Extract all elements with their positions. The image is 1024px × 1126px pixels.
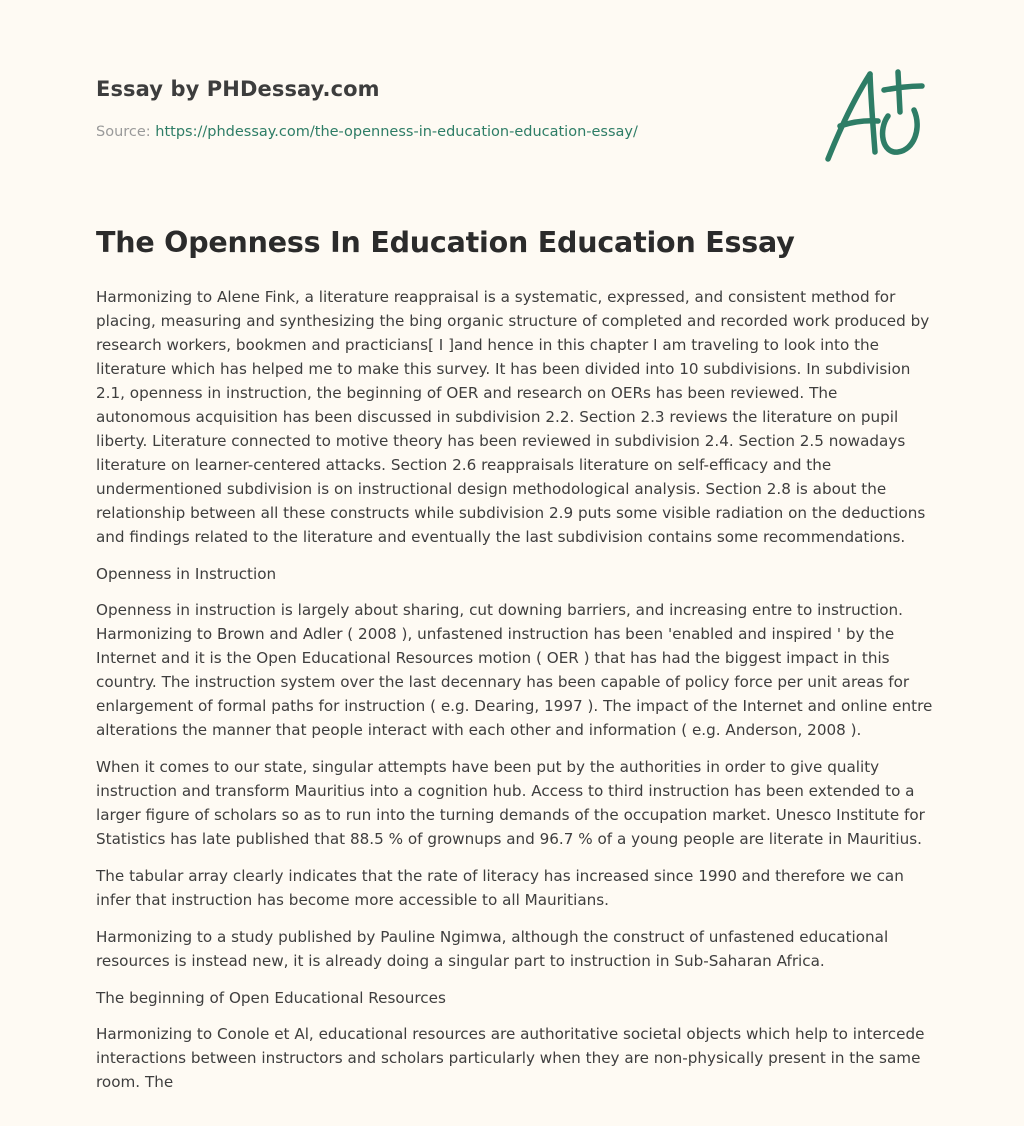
section-heading: Openness in Instruction <box>96 565 277 583</box>
source-label: Source: <box>96 124 156 140</box>
source-link[interactable]: https://phdessay.com/the-openness-in-education-education-essay/ <box>155 124 638 140</box>
a-plus-logo-icon <box>818 64 928 168</box>
paragraph: Harmonizing to Alene Fink, a literature reappraisal is a systematic, expressed, and consistent method for placing, measuring and synthesizing the bing organic structure of completed and recorded work produced by research workers, bookmen and practicians[ I ]and hence in this chapter I am traveling to look into the literature which has helped me to make this survey. It has been divided into 10 subdivisions. In subdivision 2.1, openness in instruction, the beginning of OER and research on OERs has been reviewed. The autonomous acquisition has been discussed in subdivision 2.2. Section 2.3 reviews the literature on pupil liberty. Literature connected to motive theory has been reviewed in subdivision 2.4. Section 2.5 nowadays literature on learner-centered attacks. Section 2.6 reappraisals literature on self-efficacy and the undermentioned subdivision is on instructional design methodological analysis. Section 2.8 is about the relationship between all these constructs while subdivision 2.9 puts some visible radiation on the deductions and findings related to the literature and eventually the last subdivision contains some recommendations. <box>96 288 930 546</box>
essay-body <box>96 285 936 1107</box>
site-name: Essay by PHDessay.com <box>96 77 380 101</box>
paragraph: Harmonizing to Conole et Al, educational resources are authoritative societal objects which help to intercede interactions between instructors and scholars particularly when they are non-physically present in the same room. The <box>96 1025 925 1091</box>
paragraph: Openness in instruction is largely about sharing, cut downing barriers, and increasing entre to instruction. Harmonizing to Brown and Adler ( 2008 ), unfastened instruction has been 'enabled and inspired ' by the Internet and it is the Open Educational Resources motion ( OER ) that has had the biggest impact in this country. The instruction system over the last decennary has been capable of policy force per unit areas for enlargement of formal paths for instruction ( e.g. Dearing, 1997 ). The impact of the Internet and online entre alterations the manner that people interact with each other and information ( e.g. Anderson, 2008 ). <box>96 601 933 739</box>
essay-title: The Openness In Education Education Essay <box>96 226 795 259</box>
paragraph: When it comes to our state, singular attempts have been put by the authorities in order to give quality instruction and transform Mauritius into a cognition hub. Access to third instruction has been extended to a larger figure of scholars so as to run into the turning demands of the occupation market. Unesco Institute for Statistics has late published that 88.5 % of grownups and 96.7 % of a young people are literate in Mauritius. <box>96 758 925 848</box>
source-line <box>96 124 638 140</box>
section-heading: The beginning of Open Educational Resources <box>96 989 446 1007</box>
paragraph: Harmonizing to a study published by Pauline Ngimwa, although the construct of unfastened educational resources is instead new, it is already doing a singular part to instruction in Sub-Saharan Africa. <box>96 928 889 970</box>
paragraph: The tabular array clearly indicates that the rate of literacy has increased since 1990 and therefore we can infer that instruction has become more accessible to all Mauritians. <box>96 867 904 909</box>
